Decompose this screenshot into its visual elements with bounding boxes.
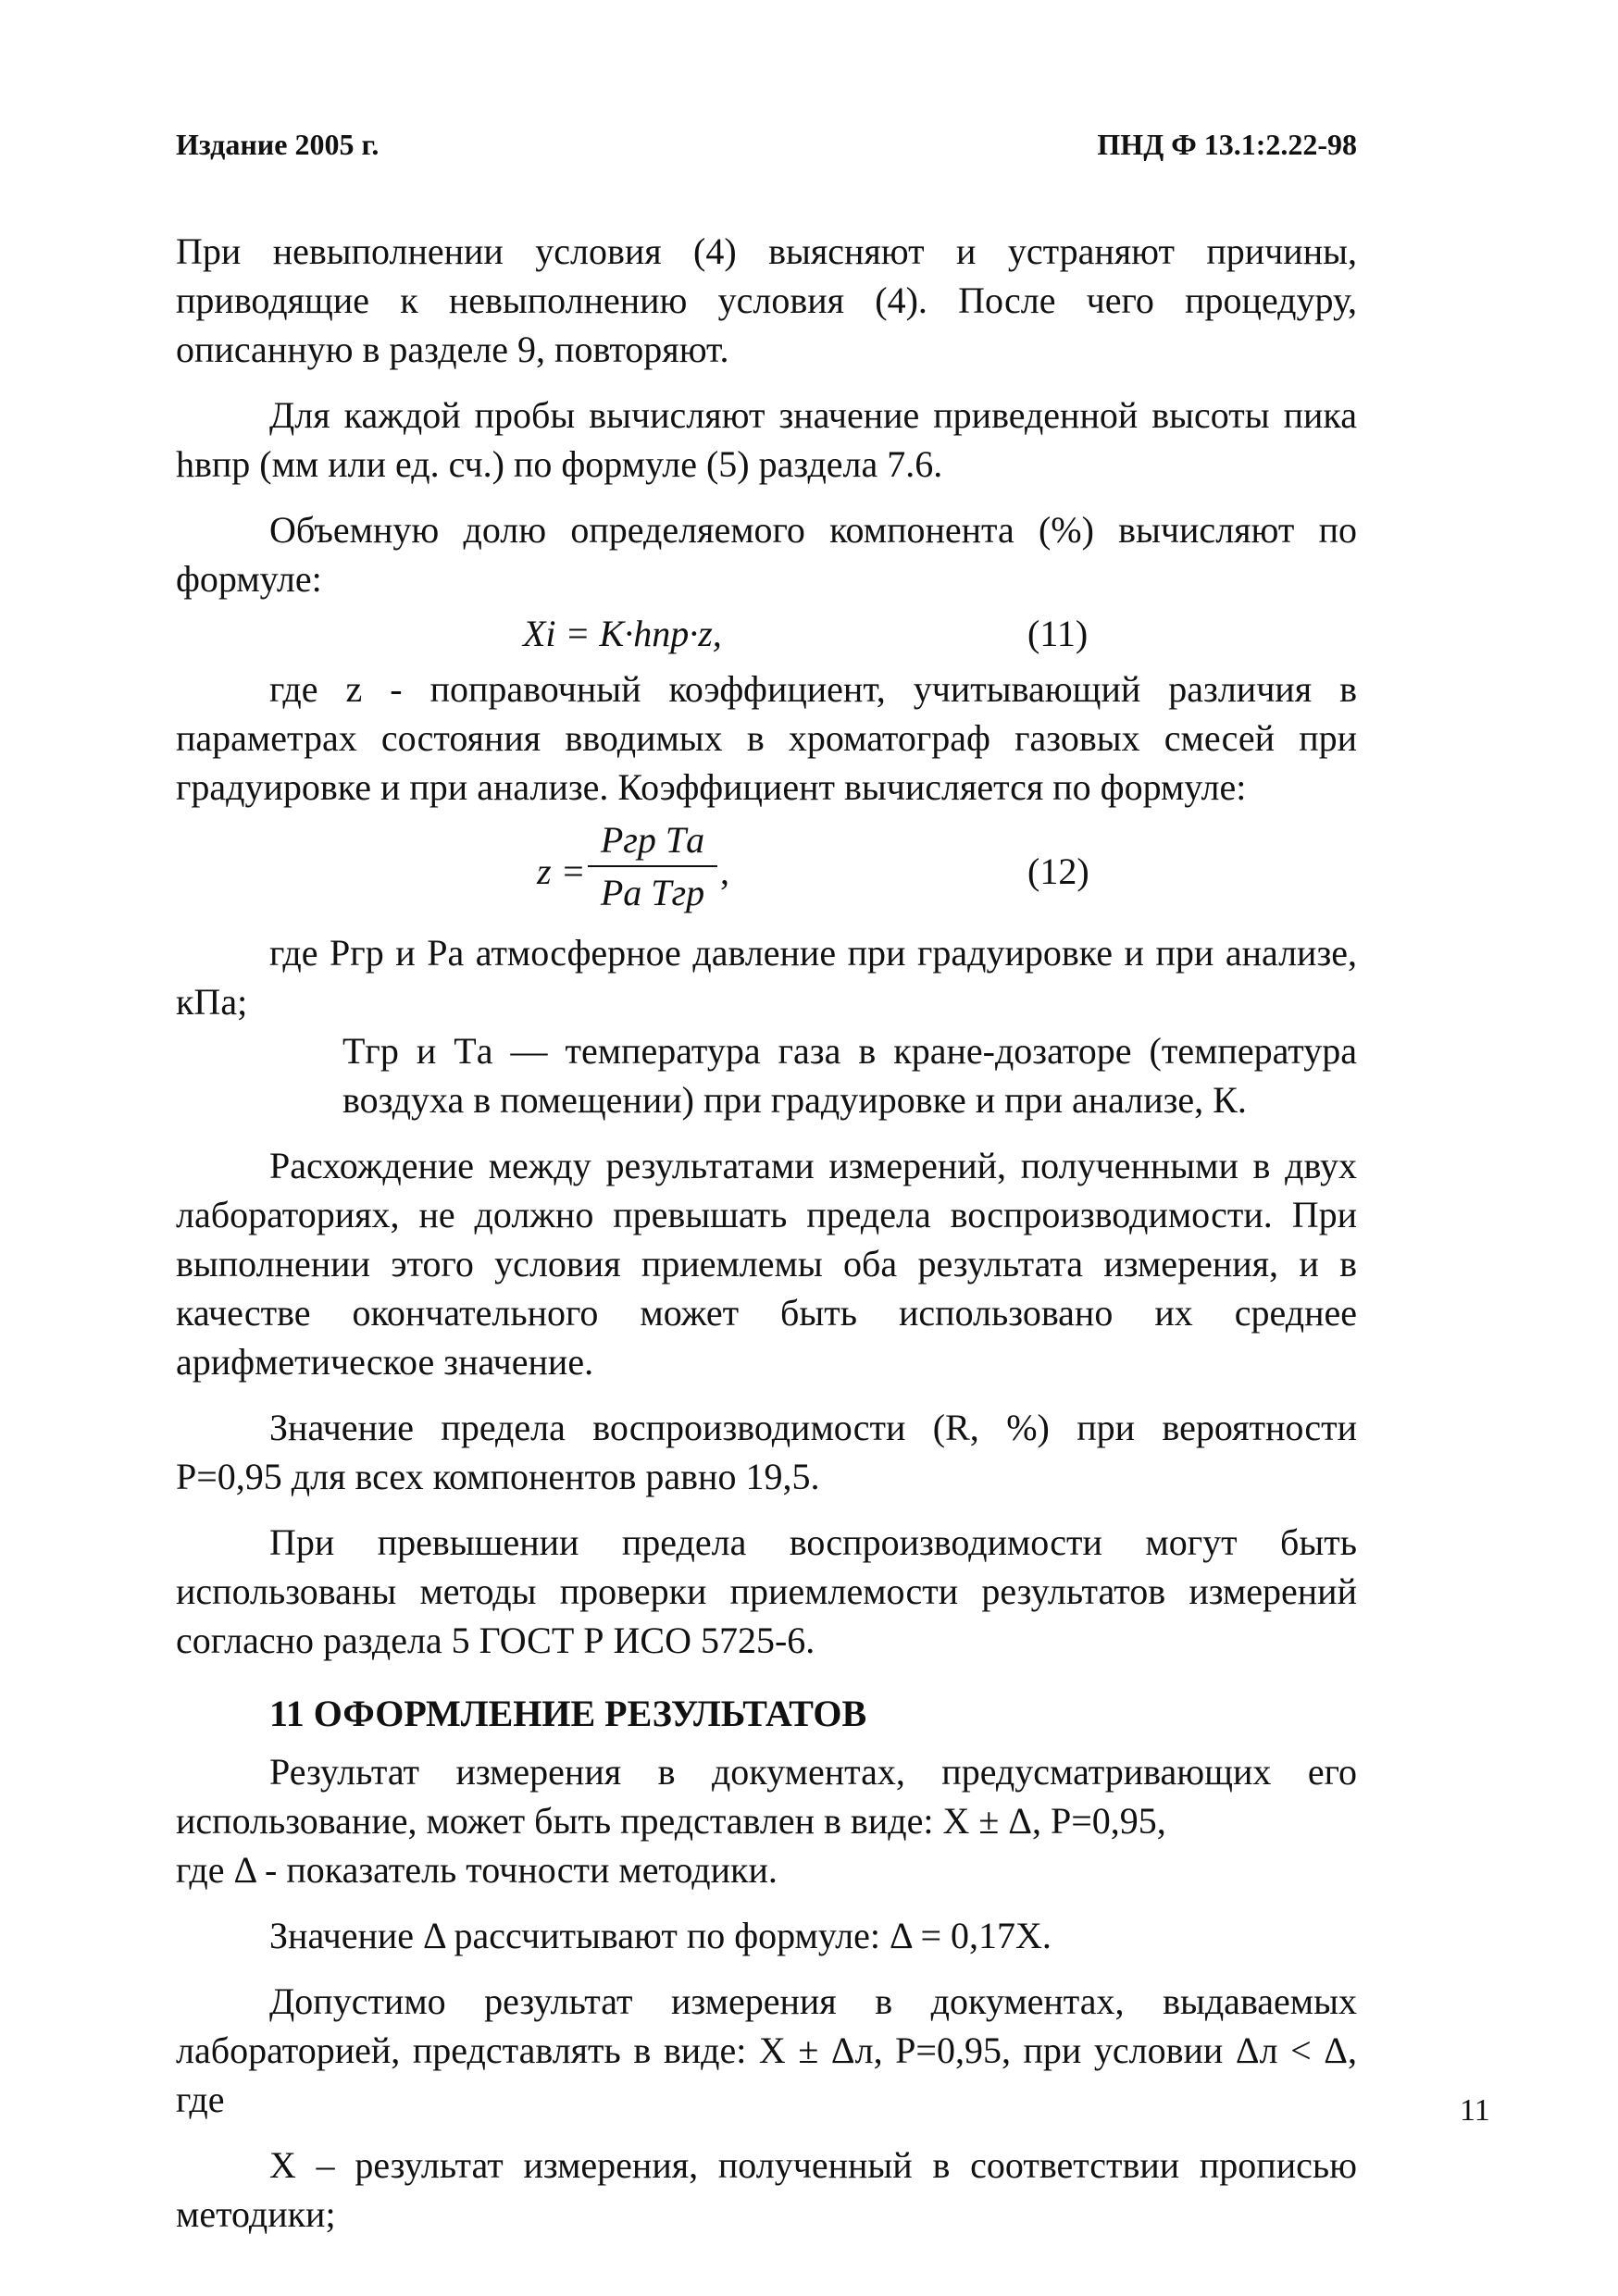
paragraph-temperature-definition: Tгр и Tа — температура газа в кране-дозаторе (температура воздуха в помещении) при градуировке и при анализе, К. bbox=[342, 1030, 1357, 1121]
paragraph-volume-fraction: Объемную долю определяемого компонента (%) вычисляют по формуле: bbox=[176, 509, 1357, 600]
paragraph-repeat-procedure: При невыполнении условия (4) выясняют и устраняют причины, приводящие к невыполнению условия (4). После чего процедуру, описанную в разделе 9, повторяют. bbox=[176, 230, 1357, 370]
formula-11-expression: Xi = K·hпр·z, bbox=[523, 613, 722, 654]
paragraph-delta-formula: Значение Δ рассчитывают по формуле: Δ = 0,17X. bbox=[269, 1915, 1052, 1956]
paragraph-correction-coefficient: где z - поправочный коэффициент, учитывающий различия в параметрах состояния вводимых в хроматограф газовых смесей при градуировке и при анализе. Коэффициент вычисляется по формуле: bbox=[176, 668, 1357, 808]
formula-12-denominator: Pа Tгр bbox=[600, 872, 705, 913]
formula-12-numerator: Pгр Tа bbox=[588, 817, 717, 867]
edition-header: Издание 2005 г. bbox=[176, 128, 380, 161]
paragraph-reproducibility-limit: Значение предела воспроизводимости (R, %) при вероятности Р=0,95 для всех компонентов равно 19,5. bbox=[176, 1407, 1357, 1497]
paragraph-discrepancy: Расхождение между результатами измерений, полученными в двух лабораториях, не должно превышать предела воспроизводимости. При выполнении этого условия приемлемы оба результата измерения, и в качестве окончательного может быть использовано их среднее арифметическое значение. bbox=[176, 1145, 1357, 1383]
paragraph-accuracy-indicator: где Δ - показатель точности методики. bbox=[176, 1849, 778, 1891]
page-number: 11 bbox=[1460, 2093, 1490, 2128]
formula-11-number: (11) bbox=[1027, 613, 1089, 654]
paragraph-pressure-definition: где Pгр и Pа атмосферное давление при градуировке и при анализе, кПа; bbox=[176, 932, 1357, 1023]
paragraph-laboratory-format: Допустимо результат измерения в документах, выдаваемых лабораторией, представлять в виде: X ± Δл, Р=0,95, при условии Δл < Δ, где bbox=[176, 1980, 1357, 2120]
formula-12-lhs: z = bbox=[537, 850, 586, 892]
formula-12-comma: , bbox=[720, 850, 729, 892]
formula-12-fraction bbox=[588, 817, 717, 919]
paragraph-result-definition: X – результат измерения, полученный в соответствии прописью методики; bbox=[176, 2144, 1357, 2235]
formula-11 bbox=[176, 605, 1357, 664]
page-body bbox=[176, 227, 1357, 2239]
formula-12-number: (12) bbox=[1027, 850, 1089, 892]
paragraph-peak-height: Для каждой пробы вычисляют значение приведенной высоты пика hвпр (мм или ед. сч.) по формуле (5) раздела 7.6. bbox=[176, 394, 1357, 485]
paragraph-exceeding-limit: При превышении предела воспроизводимости могут быть использованы методы проверки приемлемости результатов измерений согласно раздела 5 ГОСТ Р ИСО 5725-6. bbox=[176, 1521, 1357, 1661]
formula-12 bbox=[176, 817, 1357, 928]
section-heading: 11 ОФОРМЛЕНИЕ РЕЗУЛЬТАТОВ bbox=[269, 1693, 867, 1734]
paragraph-result-format: Результат измерения в документах, предусматривающих его использование, может быть представлен в виде: X ± Δ, Р=0,95, bbox=[176, 1751, 1357, 1842]
document-code-header: ПНД Ф 13.1:2.22-98 bbox=[1097, 128, 1357, 161]
